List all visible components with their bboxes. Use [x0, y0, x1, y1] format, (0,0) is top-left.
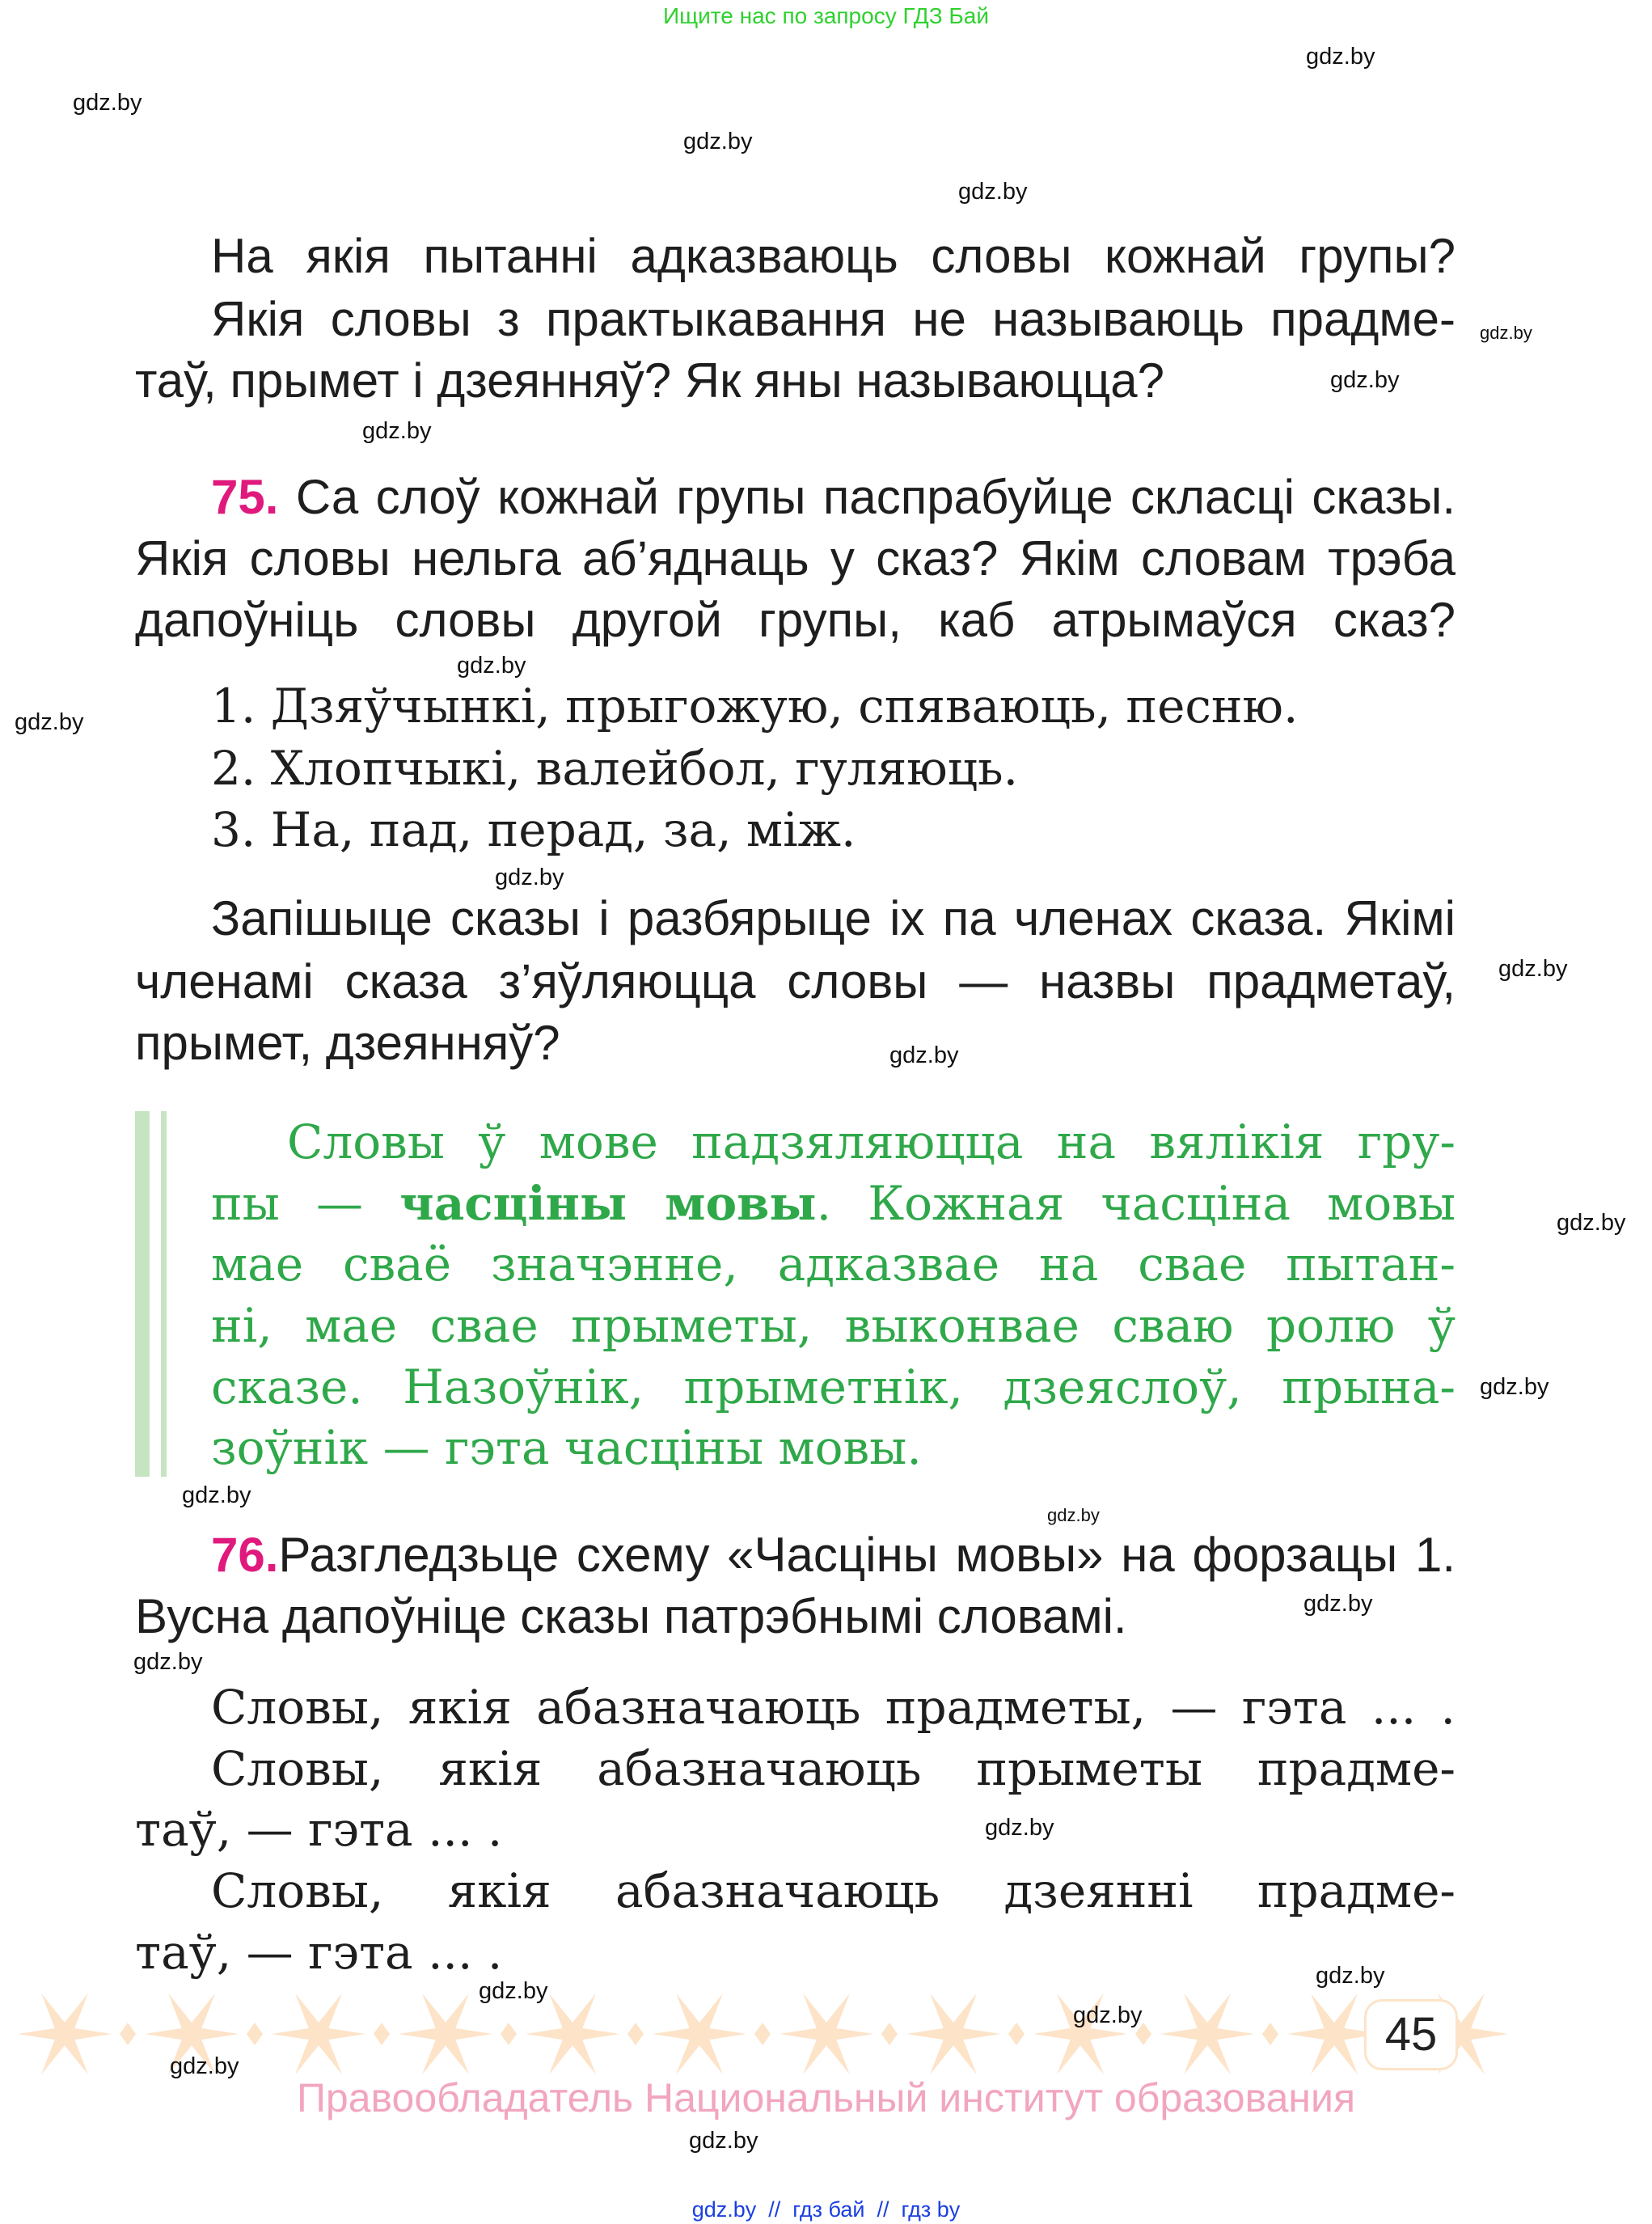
watermark: gdz.by [1498, 956, 1568, 982]
watermark: gdz.by [73, 90, 142, 116]
watermark: gdz.by [1480, 323, 1532, 343]
exercise-number: 75. [211, 470, 279, 524]
watermark: gdz.by [683, 129, 753, 154]
intro-line: На якія пытанні адказваюць словы кожнай групы? [211, 229, 1456, 283]
sentence-line: Словы, якія абазначаюць прыметы прадме- [211, 1741, 1456, 1796]
task-line: прымет, дзеянняў? [135, 1016, 560, 1070]
watermark: gdz.by [457, 653, 526, 679]
watermark: gdz.by [985, 1815, 1054, 1841]
watermark: gdz.by [182, 1482, 251, 1508]
watermark: gdz.by [495, 865, 564, 890]
page-number: 45 [1364, 1999, 1458, 2070]
ornament-star [1160, 1989, 1278, 2078]
rule-term: часціны мовы [399, 1176, 817, 1231]
task-line: членамі сказа з’яўляюцца словы — назвы прадметаў, [135, 954, 1456, 1008]
watermark: gdz.by [1330, 367, 1400, 393]
exercise-75-line: дапоўніць словы другой групы, каб атрымаўся сказ? [135, 593, 1456, 647]
task-line: Запішыце сказы і разбярыце іх па членах сказа. Якімі [211, 891, 1456, 945]
exercise-75-line: Якія словы нельга аб’яднаць у сказ? Якім словам трэба [135, 531, 1456, 586]
watermark: gdz.by [1557, 1210, 1626, 1236]
watermark: gdz.by [362, 418, 432, 444]
rule-text: . Кожная часціна мовы [816, 1176, 1456, 1231]
rule-line: мае сваё значэнне, адказвае на свае пытан- [211, 1237, 1456, 1292]
list-item: 2. Хлопчыкі, валейбол, гуляюць. [211, 741, 1019, 796]
watermark: gdz.by [1316, 1963, 1385, 1989]
sentence-line: Словы, якія абазначаюць дзеянні прадме- [211, 1863, 1456, 1918]
rule-bar [161, 1111, 167, 1477]
exercise-text: Разгледзьце схему «Часціны мовы» на форзацы 1. [278, 1528, 1456, 1582]
watermark: gdz.by [170, 2053, 239, 2079]
ornament-star [780, 1989, 898, 2078]
copyright-notice: Правообладатель Национальный институт образования [296, 2075, 1356, 2120]
sentence-line: таў, — гэта ... . [135, 1925, 503, 1980]
rule-line: Словы ў мове падзяляюцца на вялікія гру- [287, 1114, 1456, 1169]
rule-line: сказе. Назоўнік, прыметнік, дзеяслоў, прына- [211, 1359, 1456, 1414]
watermark: gdz.by [889, 1042, 959, 1068]
ornament-star [653, 1989, 771, 2078]
watermark: gdz.by [133, 1649, 203, 1675]
intro-line: Якія словы з практыкавання не называюць прадме- [211, 292, 1456, 346]
watermark: gdz.by [1047, 1505, 1100, 1525]
search-hint: Ищите нас по запросу ГДЗ Бай [662, 3, 990, 28]
exercise-76-line: Вусна дапоўніце сказы патрэбнымі словамі. [135, 1589, 1127, 1643]
exercise-75-line [211, 470, 1456, 524]
list-item: 1. Дзяўчынкі, прыгожую, спяваюць, песню. [211, 679, 1299, 734]
watermark: gdz.by [1303, 1591, 1373, 1617]
watermark: gdz.by [958, 179, 1028, 205]
sentence-line: таў, — гэта ... . [135, 1802, 503, 1857]
watermark: gdz.by [689, 2128, 758, 2154]
exercise-text: Са слоў кожнай групы паспрабуйце скласці сказы. [295, 470, 1456, 524]
rule-bar [135, 1111, 150, 1477]
rule-line: зоўнік — гэта часціны мовы. [211, 1420, 922, 1475]
footer-links[interactable]: gdz.by // гдз бай // гдз by [691, 2197, 961, 2222]
ornament-star [272, 1989, 390, 2078]
ornament-star [18, 1989, 136, 2078]
watermark: gdz.by [1480, 1374, 1549, 1400]
rule-text: пы — [211, 1176, 400, 1231]
watermark: gdz.by [15, 709, 84, 735]
intro-line: таў, прымет і дзеянняў? Як яны называюцца? [135, 353, 1164, 408]
exercise-76-line [211, 1528, 1456, 1582]
sentence-line: Словы, якія абазначаюць прадметы, — гэта ... . [211, 1680, 1456, 1735]
rule-line [211, 1176, 1456, 1231]
rule-line: ні, мае свае прыметы, выконвае сваю ролю ў [211, 1298, 1456, 1353]
watermark: gdz.by [1306, 44, 1375, 70]
list-item: 3. На, пад, перад, за, між. [211, 802, 856, 857]
watermark: gdz.by [479, 1978, 548, 2004]
exercise-number: 76. [211, 1528, 279, 1582]
watermark: gdz.by [1073, 2002, 1143, 2028]
ornament-star [906, 1989, 1025, 2078]
